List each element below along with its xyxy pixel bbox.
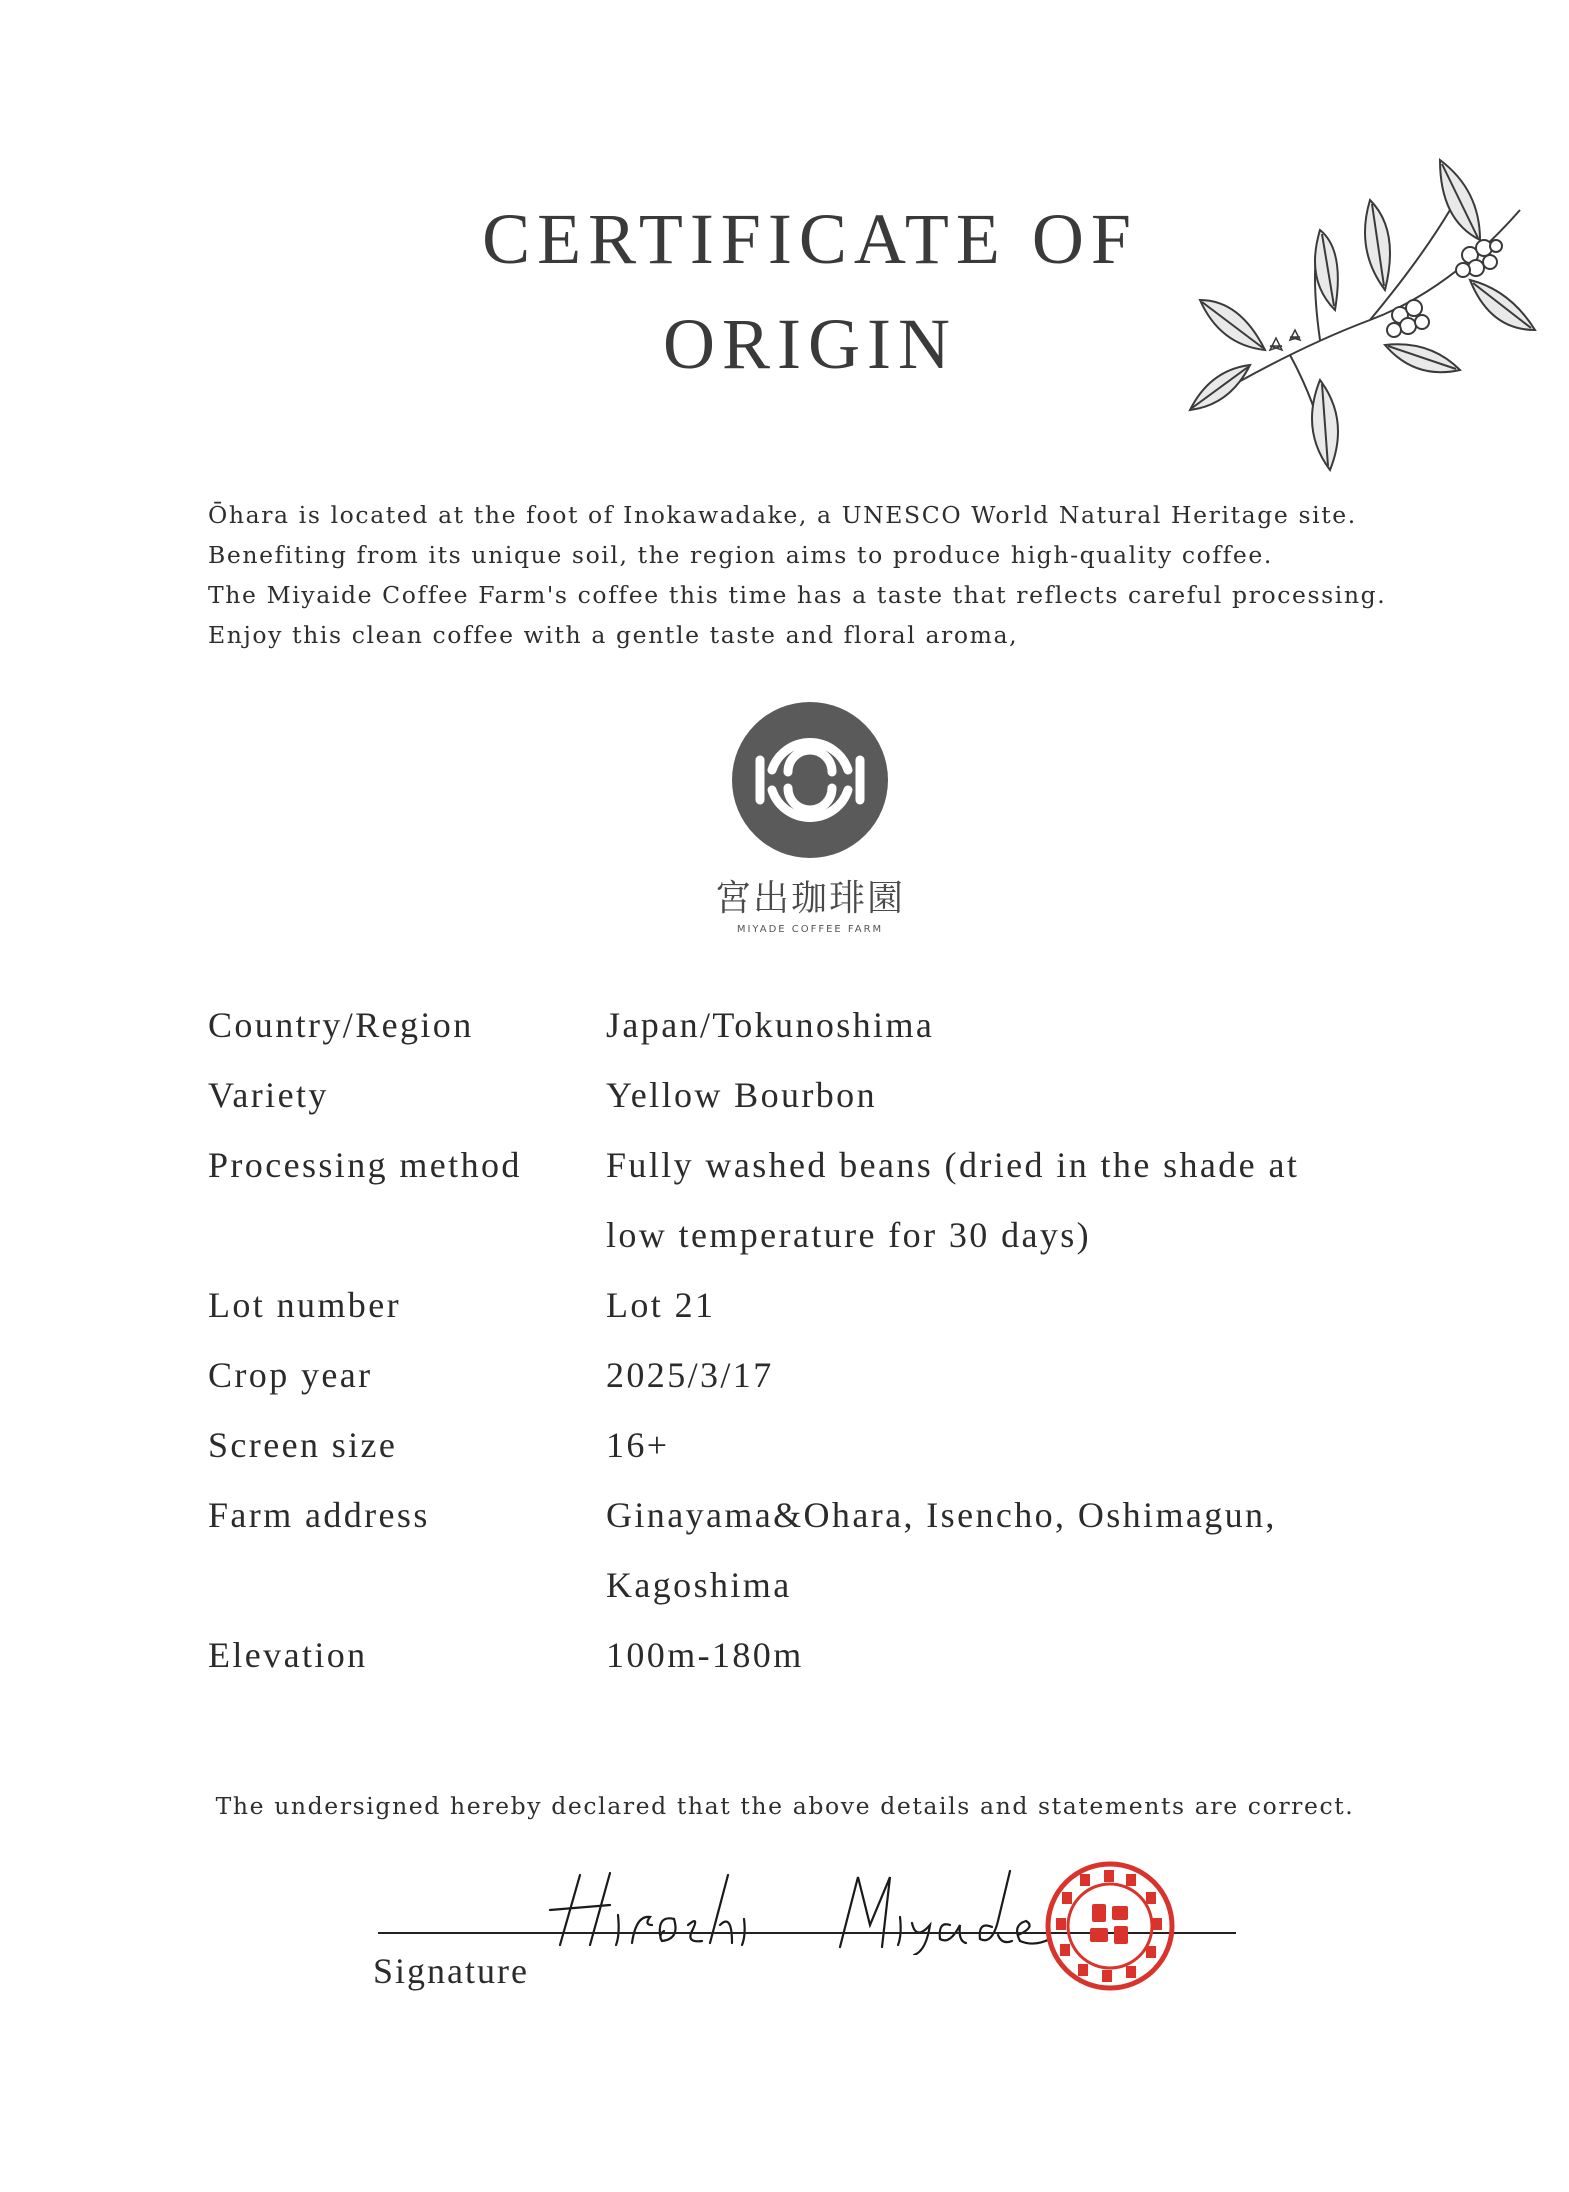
detail-row-screen-size xyxy=(208,1410,1448,1480)
detail-label: Crop year xyxy=(208,1355,373,1395)
intro-paragraph xyxy=(208,495,1408,655)
detail-label: Lot number xyxy=(208,1285,401,1325)
detail-row-country xyxy=(208,990,1448,1060)
coffee-branch-illustration xyxy=(1170,150,1540,480)
detail-value: Japan/Tokunoshima xyxy=(606,1005,935,1045)
declaration-text: The undersigned hereby declared that the above details and statements are correct. xyxy=(215,1792,1355,1820)
handwritten-signature xyxy=(540,1855,1080,1955)
intro-line: The Miyaide Coffee Farm's coffee this time has a taste that reflects careful processing. xyxy=(208,581,1387,609)
detail-label xyxy=(208,1200,606,1270)
detail-row-farm-address-cont xyxy=(208,1550,1448,1620)
detail-row-processing xyxy=(208,1130,1448,1200)
detail-row-farm-address xyxy=(208,1480,1448,1550)
detail-label: Elevation xyxy=(208,1635,368,1675)
certificate-title-line1: CERTIFICATE OF xyxy=(482,199,1138,279)
detail-value: Lot 21 xyxy=(606,1285,716,1325)
intro-line: Benefiting from its unique soil, the region aims to produce high-quality coffee. xyxy=(208,541,1274,569)
farm-logo-name-en: MIYADE COFFEE FARM xyxy=(736,924,884,935)
detail-value: Yellow Bourbon xyxy=(606,1075,877,1115)
detail-value: Kagoshima xyxy=(606,1565,792,1605)
red-seal-stamp xyxy=(1040,1856,1180,1996)
detail-label: Farm address xyxy=(208,1495,430,1535)
detail-label: Processing method xyxy=(208,1145,522,1185)
signature-label: Signature xyxy=(373,1951,529,1991)
detail-row-elevation xyxy=(208,1620,1448,1690)
intro-line: Enjoy this clean coffee with a gentle taste and floral aroma, xyxy=(208,621,1019,649)
detail-label: Screen size xyxy=(208,1425,398,1465)
farm-logo-icon xyxy=(730,700,890,860)
detail-row-lot xyxy=(208,1270,1448,1340)
detail-value: low temperature for 30 days) xyxy=(606,1215,1092,1255)
detail-value: 16+ xyxy=(606,1425,670,1465)
detail-row-crop-year xyxy=(208,1340,1448,1410)
detail-value: Fully washed beans (dried in the shade at xyxy=(606,1145,1300,1185)
details-table xyxy=(208,990,1448,1690)
detail-value: 2025/3/17 xyxy=(606,1355,774,1395)
detail-label xyxy=(208,1550,606,1620)
certificate-title-line2: ORIGIN xyxy=(663,304,957,384)
farm-logo-name-jp: 宮出珈琲園 xyxy=(714,878,905,919)
detail-row-processing-cont xyxy=(208,1200,1448,1270)
detail-label: Country/Region xyxy=(208,1005,474,1045)
detail-label: Variety xyxy=(208,1075,329,1115)
detail-value: Ginayama&Ohara, Isencho, Oshimagun, xyxy=(606,1495,1277,1535)
intro-line: Ōhara is located at the foot of Inokawadake, a UNESCO World Natural Heritage site. xyxy=(208,501,1357,529)
detail-value: 100m-180m xyxy=(606,1635,804,1675)
detail-row-variety xyxy=(208,1060,1448,1130)
